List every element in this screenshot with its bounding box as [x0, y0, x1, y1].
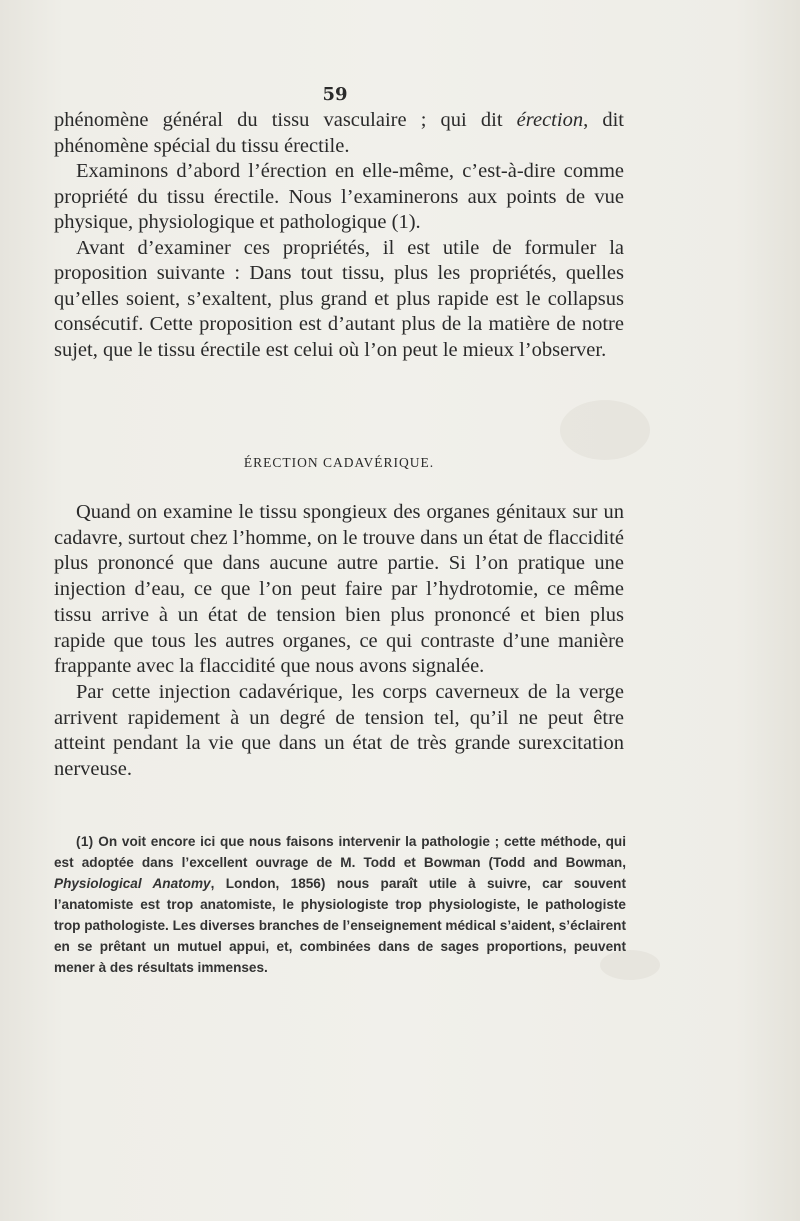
- paragraph: Quand on examine le tissu spongieux des organes génitaux sur un cadavre, surtout chez l’homme, on le trouve dans un état de flaccidité plus prononcé que dans aucune autre partie. Si l’on pratique une injection d’eau, ce que l’on peut faire par l’hydrotomie, ce même tissu arrive à un état de tension bien plus prononcé et bien plus rapide que tous les autres organes, ce qui contraste d’une manière frappante avec la flaccidité que nous avons signalée.: [54, 501, 624, 678]
- section-heading: ÉRECTION CADAVÉRIQUE.: [243, 455, 435, 470]
- main-text: [54, 108, 624, 363]
- paper-stain: [560, 400, 650, 460]
- paragraph: Examinons d’abord l’érection en elle-même, c’est-à-dire comme propriété du tissu érectile. Nous l’examinerons aux points de vue physique, physiologique et pathologique (1).: [54, 160, 624, 233]
- paragraph: Avant d’examiner ces propriétés, il est utile de formuler la proposition suivante : Dans tout tissu, plus les propriétés, quelles qu’elles soient, s’exaltent, plus grand et plus rapide est le collapsus consécutif. Cette proposition est d’autant plus de la matière de notre sujet, que le tissu érectile est celui où l’on peut le mieux l’observer.: [54, 236, 624, 361]
- paragraph-text: , dit phénomène spécial du tissu érectile.: [54, 109, 624, 157]
- section-text: [54, 500, 624, 783]
- italic-term: érection: [516, 109, 584, 131]
- footnote-marker: (1): [76, 834, 94, 849]
- footnote-body: On voit encore ici que nous faisons intervenir la pathologie ; cette méthode, qui est adoptée dans l’excellent ouvrage de M. Todd et Bowman (Todd and Bowman,: [54, 834, 626, 870]
- paragraph-text: phénomène général du tissu vasculaire ; qui dit: [54, 109, 517, 131]
- paragraph-continued: [54, 108, 624, 159]
- footnote: [54, 831, 626, 978]
- footnote-text: [54, 831, 626, 978]
- footnote-body: , London, 1856) nous paraît utile à suivre, car souvent l’anatomiste est trop anatomiste, le physiologiste trop physiologiste, le pathologiste trop pathologiste. Les diverses branches de l’enseignement médical s’aident, s’éclairent en se prêtant un mutuel appui, et, combinées dans de sages proportions, peuvent mener à des résultats immenses.: [54, 876, 627, 975]
- italic-title: Physiological Anatomy: [54, 876, 211, 891]
- page-number: 59: [322, 84, 348, 105]
- paragraph: Par cette injection cadavérique, les corps caverneux de la verge arrivent rapidement à un degré de tension tel, qu’il ne peut être atteint pendant la vie que dans un état de très grande surexcitation nerveuse.: [54, 680, 624, 781]
